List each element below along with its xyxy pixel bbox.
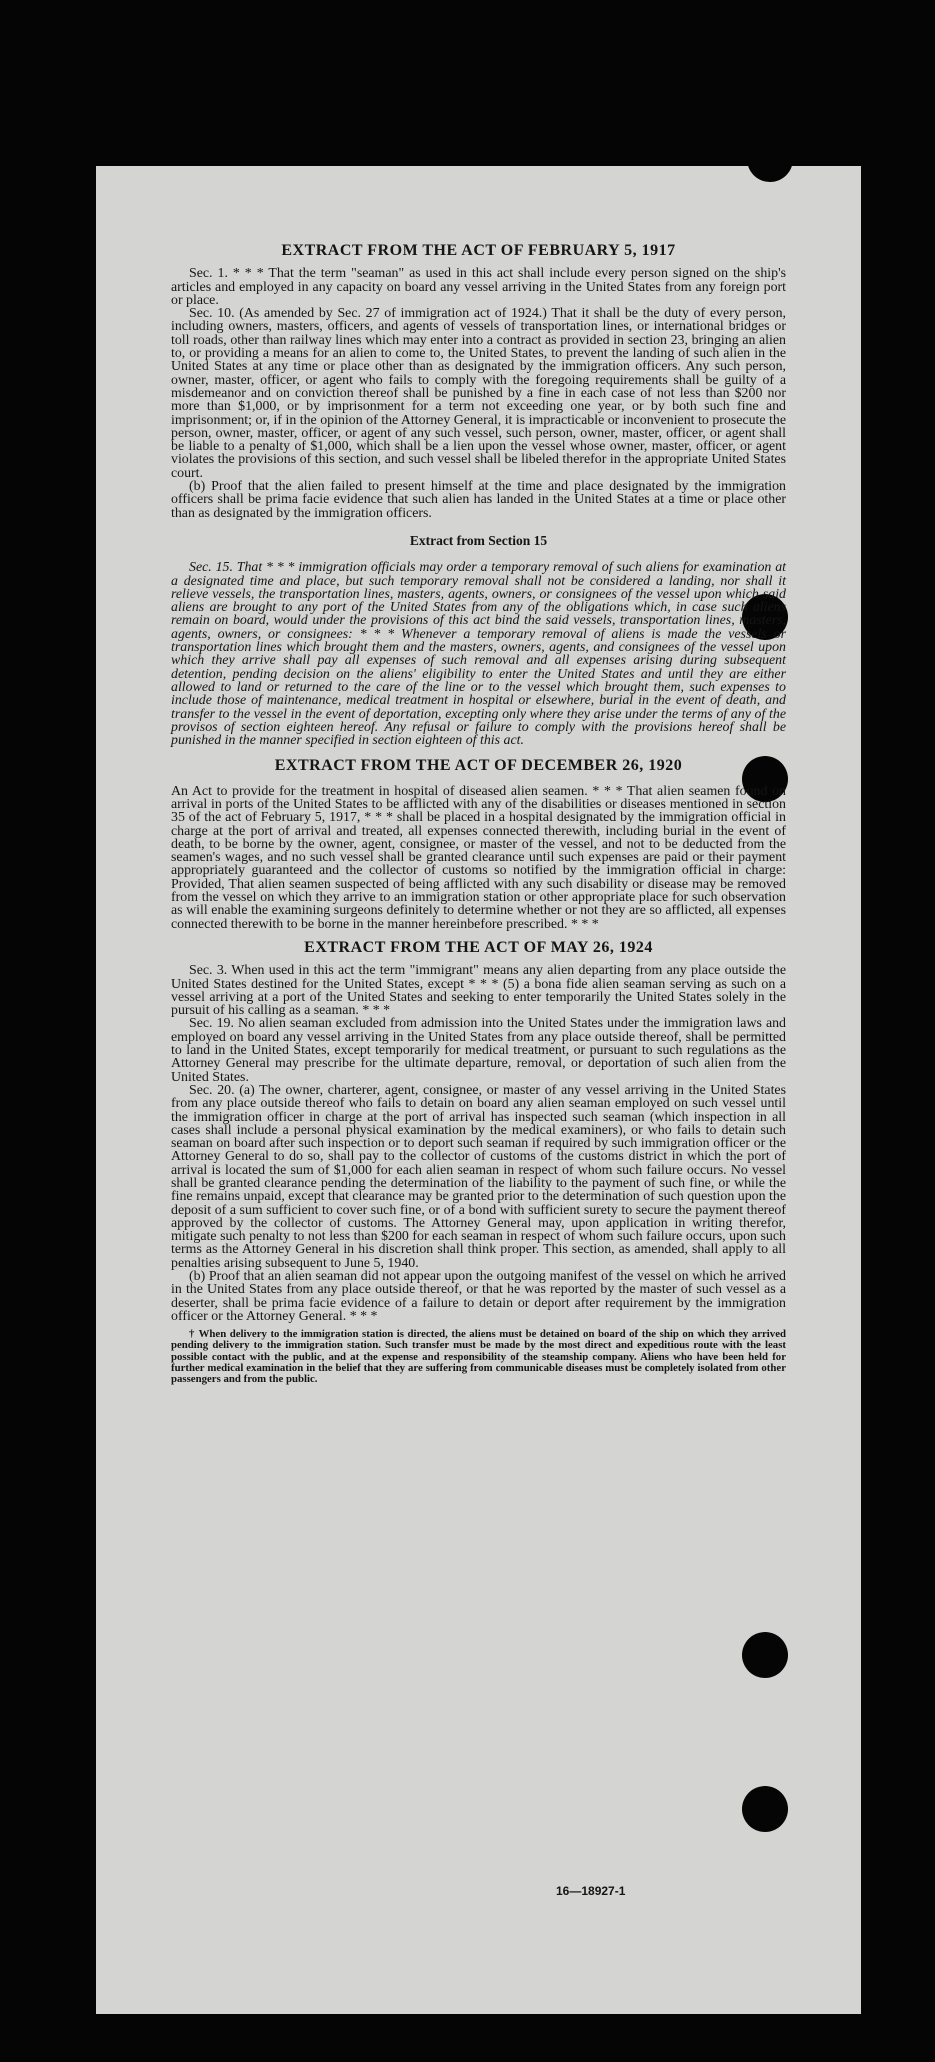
- heading-act-1920: EXTRACT FROM THE ACT OF DECEMBER 26, 1920: [274, 757, 683, 775]
- footnote-text: † When delivery to the immigration station is directed, the aliens must be detained on board of the ship on which they arrived pending delivery to the immigration station. Such transfer must be made by the most direct and expeditious route with the least possible contact with the public, and at the expense and responsibility of the steamship company. Aliens who have been held for further medical examination in the belief that they are suffering from communicable diseases must be completely isolated from other passengers and from the public.: [171, 1328, 786, 1386]
- form-number: 16—18927-1: [556, 1884, 626, 1898]
- section-10: Sec. 10. (As amended by Sec. 27 of immigration act of 1924.) That it shall be the duty of every person, including owners, masters, officers, and agents of vessels of transportation lines, or international bridges or toll roads, other than railway lines which may enter into a contract as provided in section 23, bringing an alien to, or providing a means for an alien to come to, the United States, to prevent the landing of such alien in the United States at any time or place other than as designated by the immigration officers. Any such person, owner, master, officer, or agent who fails to comply with the foregoing requirements shall be guilty of a misdemeanor and on conviction thereof shall be punished by a fine in each case of not less than $200 nor more than $1,000, or by imprisonment for a term not exceeding one year, or by both such fine and imprisonment; or, if in the opinion of the Attorney General, it is impracticable or inconvenient to prosecute the person, owner, master, officer, or agent of any such vessel, such person, owner, master, officer, or agent shall be liable to a penalty of $1,000, which shall be a lien upon the vessel whose owner, master, officer, or agent violates the provisions of this section, and such vessel shall be libeled therefor in the appropriate United States court.: [171, 306, 786, 481]
- section-20: Sec. 20. (a) The owner, charterer, agent, consignee, or master of any vessel arriving in the United States from any place outside thereof who fails to detain on board any alien seaman employed on such vessel until the immigration officer in charge at the port of arrival has inspected such seaman (which inspection in all cases shall include a personal physical examination by the medical examiners), or who fails to detain such seaman on board after such inspection or to deport such seaman if required by such immigration officer or the Attorney General to do so, shall pay to the collector of customs of the customs district in which the port of arrival is located the sum of $1,000 for each alien seaman in respect of whom such failure occurs. No vessel shall be granted clearance pending the determination of the liability to the payment of such fine, or while the fine remains unpaid, except that clearance may be granted prior to the determination of such question upon the deposit of a sum sufficient to cover such fine, or of a bond with sufficient surety to secure the payment thereof approved by the collector of customs. The Attorney General may, upon application in writing therefor, mitigate such penalty to not less than $200 for each seaman in respect of whom such failure occurs, upon such terms as the Attorney General in his discretion shall think proper. This section, as amended, shall apply to all penalties arising subsequent to June 5, 1940.: [171, 1082, 786, 1271]
- heading-act-1924: EXTRACT FROM THE ACT OF MAY 26, 1924: [304, 938, 653, 956]
- act-1920-text: An Act to provide for the treatment in hospital of diseased alien seamen. * * * That alien seamen found on arrival in ports of the United States to be afflicted with any of the disabilities or diseases mentioned in section 35 of the act of February 5, 1917, * * * shall be placed in a hospital designated by the immigration official in charge at the port of arrival and treated, all expenses connected therewith, including burial in the event of death, to be borne by the owner, agent, consignee, or master of the vessel, and not to be deducted from the seamen's wages, and no such vessel shall be granted clearance until such expenses are paid or their payment appropriately guaranteed and the collector of customs so notified by the immigration official in charge: Provided, That alien seamen suspected of being afflicted with any such disability or disease may be removed from the vessel on which they arrive to an immigration station or other appropriate place for such observation as will enable the examining surgeons definitely to determine whether or not they are so afflicted, all expenses connected therewith to be borne in the manner hereinbefore prescribed. * * *: [171, 783, 786, 932]
- heading-act-1917: EXTRACT FROM THE ACT OF FEBRUARY 5, 1917: [281, 242, 676, 259]
- section-3: Sec. 3. When used in this act the term "immigrant" means any alien departing from any place outside the United States destined for the United States, except * * * (5) a bona fide alien seaman serving as such on a vessel arriving at a port of the United States and seeking to enter temporarily the United States solely in the pursuit of his calling as a seaman. * * *: [171, 963, 786, 1019]
- heading-section-15: Extract from Section 15: [409, 532, 548, 548]
- document-page: [96, 166, 861, 2014]
- footnote: [171, 1329, 786, 1385]
- punch-hole: [742, 1786, 788, 1832]
- section-10b: (b) Proof that the alien failed to present himself at the time and place designated by the immigration officers shall be prima facie evidence that such alien has landed in the United States at a time or place other than as designated by the immigration officers.: [171, 479, 786, 521]
- document-text: [171, 244, 786, 1385]
- section-20b: (b) Proof that an alien seaman did not appear upon the outgoing manifest of the vessel on which he arrived in the United States from any place outside thereof, or that he was reported by the master of such vessel as a deserter, shall be prima facie evidence of a failure to detain or deport after requirement by the immigration officer or the Attorney General. * * *: [171, 1269, 786, 1324]
- punch-hole: [747, 136, 793, 182]
- section-1: Sec. 1. * * * That the term "seaman" as used in this act shall include every person signed on the ship's articles and employed in any capacity on board any vessel arriving in the United States from any foreign port or place.: [171, 266, 786, 308]
- section-15: Sec. 15. That * * * immigration officials may order a temporary removal of such aliens for examination at a designated time and place, but such temporary removal shall not be considered a landing, nor shall it relieve vessels, the transportation lines, masters, agents, owners, or consignees of the vessel upon which said aliens are brought to any port of the United States from any of the obligations which, in case such aliens remain on board, would under the provisions of this act bind the said vessels, transportation lines, masters, agents, owners, or consignees: * * * Whenever a temporary removal of aliens is made the vessels or transportation lines which brought them and the masters, owners, agents, and consignees of the vessel upon which they arrive shall pay all expenses of such removal and all expenses arising during subsequent detention, pending decision on the aliens' eligibility to enter the United States and until they are either allowed to land or returned to the care of the line or to the vessel which brought them, such expenses to include those of maintenance, medical treatment in hospital or elsewhere, burial in the event of death, and transfer to the vessel in the event of deportation, excepting only where they arise under the terms of any of the provisos of section eighteen hereof. Any refusal or failure to comply with the provisions hereof shall be punished in the manner specified in section eighteen of this act.: [171, 560, 786, 749]
- punch-hole: [742, 1632, 788, 1678]
- section-19: Sec. 19. No alien seaman excluded from admission into the United States under the immigration laws and employed on board any vessel arriving in the United States from any place outside thereof, shall be permitted to land in the United States, except temporarily for medical treatment, or pursuant to such regulations as the Attorney General may prescribe for the ultimate departure, removal, or deportation of such alien from the United States.: [171, 1016, 786, 1085]
